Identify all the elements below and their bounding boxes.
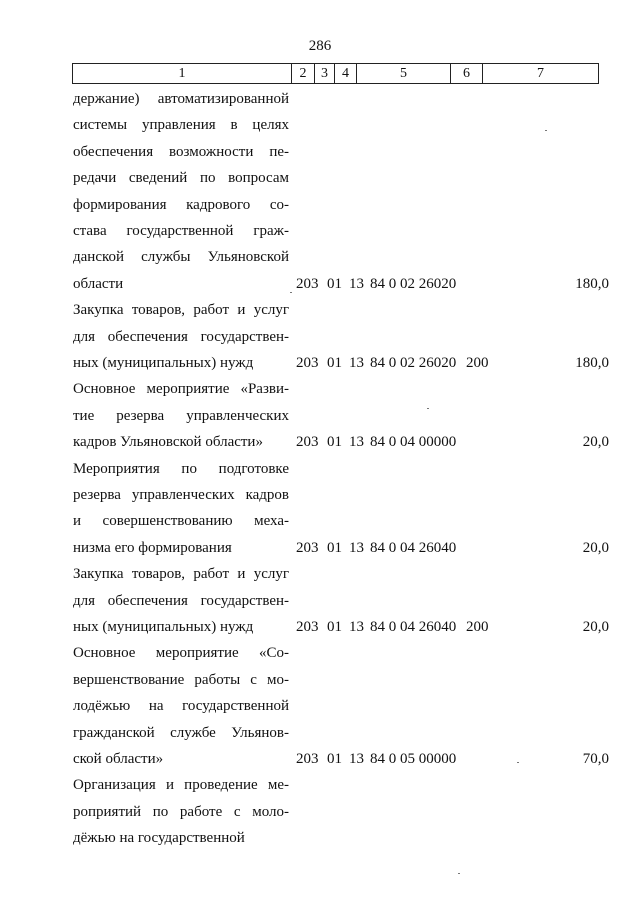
description-line: Закупка товаров, работ и услуг	[73, 566, 289, 583]
description-line: гражданской службе Ульянов-	[73, 724, 289, 741]
column-header-6: 6	[451, 64, 483, 84]
cell-col-5: 84 0 05 00000	[370, 750, 457, 767]
scan-speck	[427, 408, 429, 409]
cell-col-4: 13	[349, 434, 364, 451]
description-line: и совершенствованию меха-	[73, 513, 289, 530]
description-line: резерва управленческих кадров	[73, 486, 289, 503]
column-header-row	[73, 64, 599, 84]
row-description	[73, 640, 289, 772]
description-line: Закупка товаров, работ и услуг	[73, 302, 289, 319]
row-description	[73, 376, 289, 455]
cell-col-3: 01	[327, 434, 342, 451]
description-line: става государственной граж-	[73, 222, 289, 239]
description-line: ных (муниципальных) нужд	[73, 354, 254, 371]
cell-col-4: 13	[349, 750, 364, 767]
description-line: держание) автоматизированной	[73, 91, 289, 107]
cell-col-2: 203	[296, 354, 319, 371]
cell-col-6: 200	[466, 618, 489, 635]
description-line: области	[73, 275, 124, 292]
description-line: Организация и проведение ме-	[73, 777, 289, 794]
cell-col-4: 13	[349, 539, 364, 556]
cell-col-2: 203	[296, 750, 319, 767]
cell-col-2: 203	[296, 539, 319, 556]
description-line: для обеспечения государствен-	[73, 592, 289, 609]
scan-speck	[517, 762, 519, 763]
cell-col-7: 70,0	[582, 750, 609, 767]
cell-col-3: 01	[327, 618, 342, 635]
row-description	[73, 772, 289, 851]
description-line: формирования кадрового со-	[73, 196, 289, 213]
description-line: для обеспечения государствен-	[73, 328, 289, 345]
cell-col-7: 20,0	[582, 618, 609, 635]
description-line: кадров Ульяновской области»	[73, 434, 263, 451]
scan-speck	[458, 873, 460, 874]
column-header-3: 3	[315, 64, 335, 84]
column-header-5: 5	[357, 64, 451, 84]
column-header-table	[72, 63, 599, 84]
scan-speck	[290, 292, 292, 293]
row-description	[73, 86, 289, 297]
cell-col-7: 20,0	[582, 539, 609, 556]
cell-col-7: 180,0	[575, 354, 609, 371]
cell-col-5: 84 0 02 26020	[370, 354, 457, 371]
description-line: редачи сведений по вопросам	[73, 170, 289, 187]
column-header-1: 1	[73, 64, 292, 84]
cell-col-6: 200	[466, 354, 489, 371]
description-line: Основное мероприятие «Со-	[73, 645, 289, 662]
description-line: ных (муниципальных) нужд	[73, 618, 254, 635]
cell-col-2: 203	[296, 618, 319, 635]
description-line: роприятий по работе с моло-	[73, 803, 289, 820]
cell-col-2: 203	[296, 434, 319, 451]
cell-col-7: 20,0	[582, 434, 609, 451]
cell-col-4: 13	[349, 354, 364, 371]
description-line: Мероприятия по подготовке	[73, 460, 289, 477]
cell-col-5: 84 0 04 26040	[370, 539, 457, 556]
row-description	[73, 297, 289, 376]
description-line: обеспечения возможности пе-	[73, 143, 289, 160]
cell-col-4: 13	[349, 275, 364, 292]
row-description	[73, 456, 289, 562]
description-line: дёжью на государственной	[73, 830, 245, 847]
cell-col-5: 84 0 04 00000	[370, 434, 457, 451]
description-line: низма его формирования	[73, 539, 232, 556]
description-line: лодёжью на государственной	[73, 698, 289, 715]
cell-col-3: 01	[327, 275, 342, 292]
cell-col-5: 84 0 02 26020	[370, 275, 457, 292]
description-line: системы управления в целях	[73, 117, 289, 134]
description-line: Основное мероприятие «Разви-	[73, 381, 289, 398]
description-line: вершенствование работы с мо-	[73, 671, 289, 688]
column-header-4: 4	[335, 64, 357, 84]
description-line: данской службы Ульяновской	[73, 249, 289, 266]
cell-col-7: 180,0	[575, 275, 609, 292]
cell-col-2: 203	[296, 275, 319, 292]
column-header-7: 7	[483, 64, 599, 84]
cell-col-3: 01	[327, 539, 342, 556]
scan-speck	[545, 130, 547, 131]
description-line: тие резерва управленческих	[73, 407, 289, 424]
cell-col-3: 01	[327, 750, 342, 767]
page-number: 286	[308, 38, 332, 54]
column-header-2: 2	[292, 64, 315, 84]
cell-col-4: 13	[349, 618, 364, 635]
row-description	[73, 561, 289, 640]
cell-col-3: 01	[327, 354, 342, 371]
description-line: ской области»	[73, 750, 164, 767]
cell-col-5: 84 0 04 26040	[370, 618, 457, 635]
